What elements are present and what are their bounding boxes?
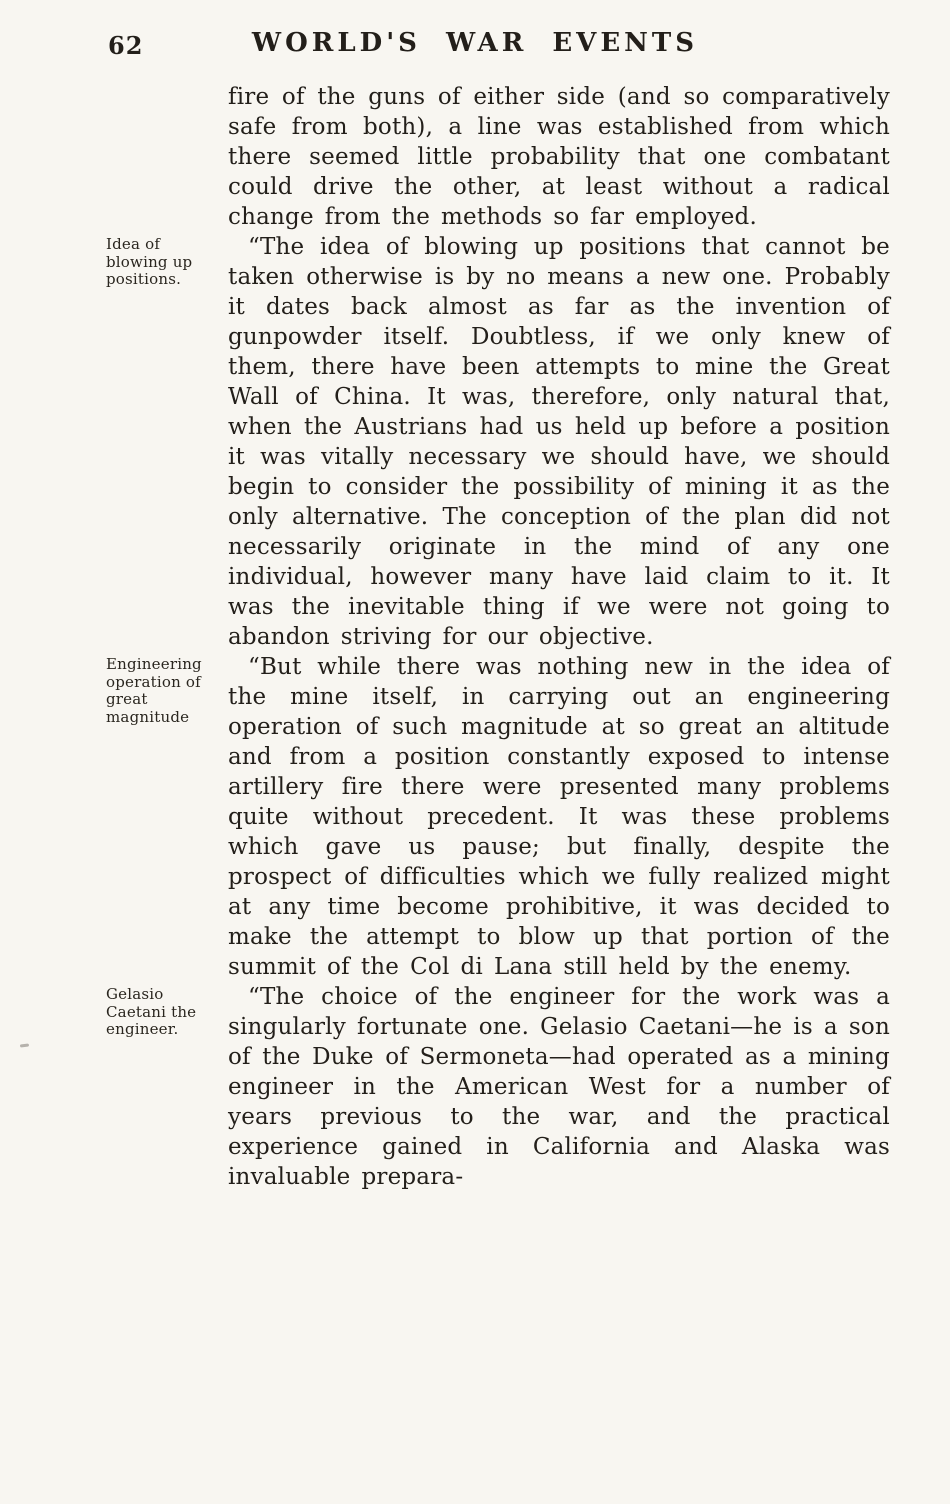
- sidenote: Idea of blowing up positions.: [106, 235, 193, 288]
- paragraph: [106, 982, 890, 1192]
- paragraph: [106, 652, 890, 982]
- page-body: [106, 82, 890, 1192]
- paragraph: [106, 232, 890, 652]
- paragraph-text: “The choice of the engineer for the work was a singularly fortunate one. Gelasio Caetani—he is a son of the Duke of Sermoneta—had operated as a mining engineer in the American West for a number of years previous to the war, and the practical experience gained in California and Alaska was invaluable prepara-: [228, 984, 890, 1190]
- paragraph-text: “The idea of blowing up positions that cannot be taken otherwise is by no means a new one. Probably it dates back almost as far as the invention of gunpowder itself. Doubtless, if we only knew of them, there have been attempts to mine the Great Wall of China. It was, therefore, only natural that, when the Austrians had us held up before a position it was vitally necessary we should have, we should begin to consider the possibility of mining it as the only alternative. The conception of the plan did not necessarily originate in the mind of any one individual, however many have laid claim to it. It was the inevitable thing if we were not going to abandon striving for our objective.: [228, 234, 890, 650]
- sidenote: Gelasio Caetani the engineer.: [106, 985, 197, 1038]
- paragraph: [228, 82, 890, 232]
- paragraph-text: fire of the guns of either side (and so comparatively safe from both), a line was established from which there seemed little probability that one combatant could drive the other, at least without a radical change from the methods so far employed.: [228, 84, 890, 230]
- scan-artifact: [20, 1043, 29, 1047]
- page-number: 62: [108, 31, 144, 60]
- sidenote: Engineering operation of great magnitude: [106, 655, 202, 726]
- running-header: [0, 28, 950, 68]
- paragraph-text: “But while there was nothing new in the idea of the mine itself, in carrying out an engineering operation of such magnitude at so great an altitude and from a position constantly exposed to intense artillery fire there were presented many problems quite without precedent. It was these problems which gave us pause; but finally, despite the prospect of difficulties which we fully realized might at any time become prohibitive, it was decided to make the attempt to blow up that portion of the summit of the Col di Lana still held by the enemy.: [228, 654, 890, 980]
- running-header-title: WORLD'S WAR EVENTS: [251, 28, 699, 58]
